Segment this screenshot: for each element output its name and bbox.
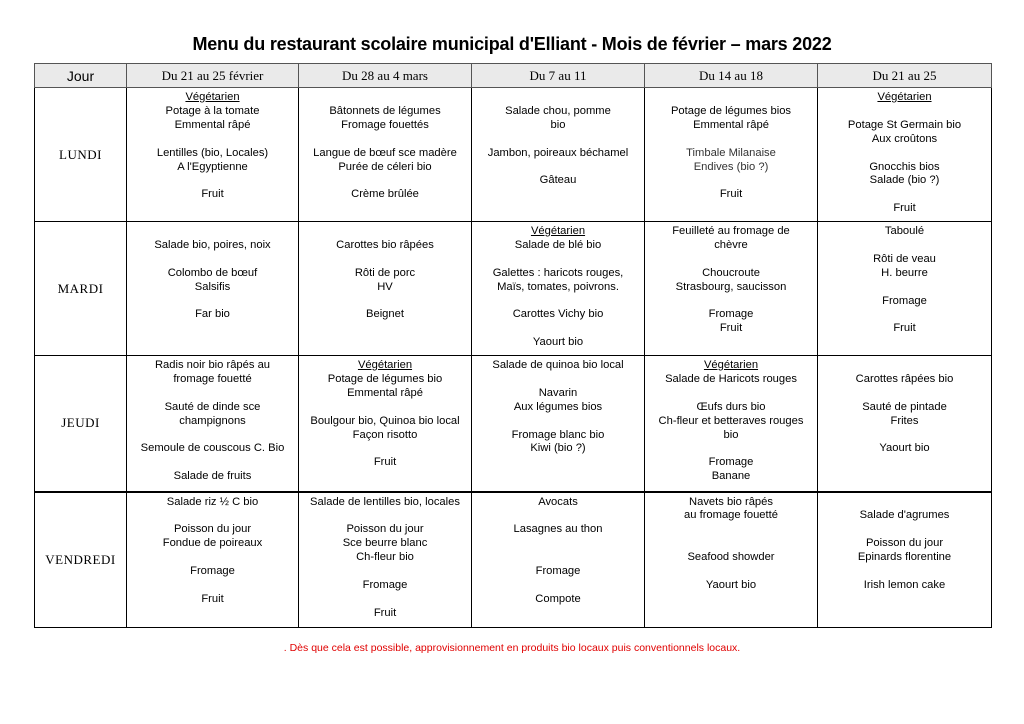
menu-item: Timbale Milanaise bbox=[686, 146, 776, 159]
menu-spacer bbox=[129, 429, 296, 443]
menu-item: Beignet bbox=[366, 308, 404, 321]
menu-item: Potage à la tomate bbox=[165, 104, 260, 117]
menu-cell bbox=[818, 222, 992, 356]
menu-item: Carottes râpées bio bbox=[855, 372, 954, 385]
menu-spacer bbox=[820, 239, 989, 253]
menu-spacer bbox=[129, 509, 296, 523]
menu-item: Banane bbox=[711, 470, 751, 483]
menu-item: Gâteau bbox=[539, 174, 577, 187]
menu-item: Poisson du jour bbox=[346, 523, 424, 536]
menu-item: Salade d'agrumes bbox=[859, 509, 950, 522]
menu-cell bbox=[299, 356, 472, 492]
menu-spacer bbox=[820, 147, 989, 161]
header-week-5: Du 21 au 25 bbox=[818, 64, 992, 88]
menu-item: Lasagnes au thon bbox=[513, 523, 603, 536]
menu-item: Fruit bbox=[201, 592, 224, 605]
menu-cell bbox=[818, 356, 992, 492]
menu-spacer bbox=[474, 537, 642, 551]
menu-item: Choucroute bbox=[702, 266, 760, 279]
menu-spacer bbox=[647, 565, 815, 579]
menu-spacer bbox=[301, 295, 469, 309]
menu-spacer bbox=[474, 579, 642, 593]
row-lundi bbox=[35, 88, 992, 222]
menu-spacer bbox=[474, 161, 642, 175]
menu-item: Poisson du jour bbox=[865, 537, 944, 550]
menu-cell bbox=[299, 88, 472, 222]
menu-item: Fondue de poireaux bbox=[162, 537, 263, 550]
vegetarian-label: Végétarien bbox=[530, 225, 586, 237]
menu-item: Crème brûlée bbox=[351, 188, 419, 201]
menu-spacer bbox=[647, 537, 815, 551]
menu-spacer bbox=[820, 105, 989, 119]
day-label-lundi: LUNDI bbox=[35, 88, 127, 222]
menu-spacer bbox=[647, 442, 815, 456]
menu-spacer bbox=[129, 579, 296, 593]
menu-spacer bbox=[301, 442, 469, 456]
menu-item: Fromage blanc bio bbox=[511, 428, 605, 441]
menu-cell bbox=[818, 88, 992, 222]
menu-item: Carottes bio râpées bbox=[336, 238, 434, 251]
menu-spacer bbox=[820, 565, 989, 579]
menu-item: Salade bio, poires, noix bbox=[154, 238, 271, 251]
menu-spacer bbox=[474, 91, 642, 105]
menu-item: Façon risotto bbox=[352, 428, 418, 441]
menu-spacer bbox=[474, 415, 642, 429]
day-label-mardi: MARDI bbox=[35, 222, 127, 356]
menu-spacer bbox=[647, 133, 815, 147]
menu-spacer bbox=[474, 551, 642, 565]
menu-spacer bbox=[129, 225, 296, 239]
menu-item: bio bbox=[550, 118, 566, 131]
menu-cell bbox=[645, 492, 818, 628]
menu-spacer bbox=[647, 174, 815, 188]
menu-cell bbox=[472, 356, 645, 492]
menu-item: Aux croûtons bbox=[871, 132, 938, 145]
menu-item: Purée de céleri bio bbox=[338, 160, 432, 173]
menu-cell bbox=[127, 356, 299, 492]
footnote: . Dès que cela est possible, approvisionnement en produits bio locaux puis conventionnels locaux. bbox=[283, 642, 741, 654]
menu-item: A l'Egyptienne bbox=[177, 160, 248, 173]
menu-item: Emmental râpé bbox=[174, 118, 251, 131]
menu-item: au fromage fouetté bbox=[684, 509, 778, 522]
menu-spacer bbox=[820, 188, 989, 202]
menu-item: Fruit bbox=[719, 322, 743, 335]
menu-item: Fromage bbox=[882, 294, 927, 307]
menu-item: chèvre bbox=[714, 238, 748, 251]
menu-item: champignons bbox=[179, 414, 246, 427]
menu-item: H. beurre bbox=[881, 266, 928, 279]
menu-item: bio bbox=[723, 428, 739, 441]
menu-item: Yaourt bio bbox=[879, 442, 930, 455]
menu-spacer bbox=[129, 387, 296, 401]
menu-item: Salade de Haricots rouges bbox=[665, 372, 797, 385]
day-label-vendredi: VENDREDI bbox=[35, 492, 127, 628]
row-mardi bbox=[35, 222, 992, 356]
menu-item: Carottes Vichy bio bbox=[512, 308, 604, 321]
menu-spacer bbox=[474, 133, 642, 147]
menu-item: Fromage bbox=[708, 456, 754, 469]
menu-item: Far bio bbox=[195, 308, 230, 321]
menu-spacer bbox=[820, 359, 989, 373]
menu-item: Seafood showder bbox=[687, 551, 775, 564]
menu-spacer bbox=[129, 295, 296, 309]
menu-item: Colombo de bœuf bbox=[167, 266, 258, 279]
vegetarian-label: Végétarien bbox=[185, 91, 240, 103]
row-jeudi bbox=[35, 356, 992, 492]
menu-item: Aux légumes bios bbox=[513, 400, 603, 413]
menu-spacer bbox=[474, 253, 642, 267]
menu-item: Salade de fruits bbox=[173, 470, 252, 483]
menu-item: Salade riz ½ C bio bbox=[166, 495, 259, 508]
menu-spacer bbox=[820, 429, 989, 443]
menu-table bbox=[34, 63, 992, 628]
menu-cell bbox=[472, 492, 645, 628]
menu-spacer bbox=[647, 387, 815, 401]
menu-spacer bbox=[474, 322, 642, 336]
menu-item: Bâtonnets de légumes bbox=[329, 104, 441, 117]
menu-cell bbox=[299, 492, 472, 628]
menu-item: Navarin bbox=[538, 386, 578, 399]
menu-item: Fruit bbox=[201, 188, 224, 201]
menu-cell bbox=[127, 222, 299, 356]
menu-spacer bbox=[820, 523, 989, 537]
menu-item: Salade (bio ?) bbox=[869, 174, 940, 187]
menu-item: Salade de lentilles bio, locales bbox=[310, 495, 460, 508]
menu-spacer bbox=[301, 509, 469, 523]
menu-item: Endives (bio ?) bbox=[693, 160, 769, 173]
menu-item: HV bbox=[377, 280, 393, 293]
menu-spacer bbox=[474, 295, 642, 309]
menu-item: Fruit bbox=[893, 202, 916, 215]
menu-item: Emmental râpé bbox=[347, 386, 423, 399]
menu-item: Avocats bbox=[538, 495, 578, 508]
menu-item: Epinards florentine bbox=[857, 551, 952, 564]
menu-item: Ch-fleur bio bbox=[356, 551, 414, 564]
menu-spacer bbox=[129, 551, 296, 565]
menu-item: Irish lemon cake bbox=[863, 578, 946, 591]
menu-item: Yaourt bio bbox=[532, 336, 584, 349]
menu-spacer bbox=[301, 565, 469, 579]
menu-cell bbox=[645, 88, 818, 222]
menu-item: Galettes : haricots rouges, bbox=[492, 266, 624, 279]
menu-spacer bbox=[301, 253, 469, 267]
vegetarian-label: Végétarien bbox=[357, 359, 413, 371]
header-week-3: Du 7 au 11 bbox=[472, 64, 645, 88]
menu-item: Potage St Germain bio bbox=[847, 118, 962, 131]
menu-item: Sauté de pintade bbox=[862, 400, 947, 413]
menu-spacer bbox=[820, 387, 989, 401]
menu-spacer bbox=[820, 496, 989, 510]
menu-cell bbox=[472, 88, 645, 222]
menu-item: Potage de légumes bios bbox=[670, 104, 792, 117]
menu-item: fromage fouetté bbox=[173, 372, 252, 385]
menu-item: Navets bio râpés bbox=[689, 495, 773, 508]
menu-item: Jambon, poireaux béchamel bbox=[487, 146, 629, 159]
menu-cell bbox=[818, 492, 992, 628]
menu-item: Boulgour bio, Quinoa bio local bbox=[310, 414, 460, 427]
menu-spacer bbox=[474, 373, 642, 387]
menu-item: Emmental râpé bbox=[693, 118, 769, 131]
menu-item: Radis noir bio râpés au bbox=[154, 359, 271, 371]
menu-cell bbox=[299, 222, 472, 356]
menu-spacer bbox=[301, 91, 469, 105]
menu-spacer bbox=[129, 253, 296, 267]
menu-item: Maïs, tomates, poivrons. bbox=[497, 280, 619, 293]
menu-item: Sce beurre blanc bbox=[342, 537, 428, 550]
menu-spacer bbox=[301, 401, 469, 415]
header-week-2: Du 28 au 4 mars bbox=[299, 64, 472, 88]
menu-spacer bbox=[301, 225, 469, 239]
menu-item: Ch-fleur et betteraves rouges bbox=[658, 414, 804, 427]
row-vendredi bbox=[35, 492, 992, 628]
menu-item: Strasbourg, saucisson bbox=[675, 280, 787, 293]
menu-item: Œufs durs bio bbox=[696, 400, 766, 413]
menu-spacer bbox=[820, 281, 989, 295]
menu-item: Taboulé bbox=[884, 225, 925, 237]
menu-item: Fruit bbox=[893, 322, 916, 335]
header-row bbox=[35, 64, 992, 88]
menu-cell bbox=[127, 88, 299, 222]
menu-spacer bbox=[301, 593, 469, 607]
menu-item: Salade de quinoa bio local bbox=[492, 359, 624, 371]
menu-item: Yaourt bio bbox=[705, 578, 757, 591]
menu-item: Lentilles (bio, Locales) bbox=[156, 146, 269, 159]
menu-cell bbox=[472, 222, 645, 356]
menu-item: Potage de légumes bio bbox=[327, 372, 443, 385]
menu-item: Frites bbox=[890, 414, 919, 427]
menu-item: Semoule de couscous C. Bio bbox=[140, 442, 285, 455]
menu-item: Fromage bbox=[535, 564, 581, 577]
page-title: Menu du restaurant scolaire municipal d'Elliant - Mois de février – mars 2022 bbox=[192, 34, 832, 54]
menu-cell bbox=[127, 492, 299, 628]
menu-spacer bbox=[129, 456, 296, 470]
menu-item: Salsifis bbox=[194, 280, 231, 293]
menu-spacer bbox=[820, 308, 989, 322]
menu-item: Fruit bbox=[373, 456, 397, 469]
menu-item: Poisson du jour bbox=[173, 523, 252, 536]
vegetarian-label: Végétarien bbox=[703, 359, 759, 371]
menu-spacer bbox=[474, 509, 642, 523]
menu-item: Fruit bbox=[373, 606, 397, 619]
menu-item: Kiwi (bio ?) bbox=[530, 442, 586, 455]
menu-spacer bbox=[647, 253, 815, 267]
menu-item: Salade chou, pomme bbox=[505, 104, 611, 117]
menu-item: Rôti de porc bbox=[354, 266, 416, 279]
header-week-1: Du 21 au 25 février bbox=[127, 64, 299, 88]
menu-spacer bbox=[647, 523, 815, 537]
header-jour: Jour bbox=[35, 64, 127, 88]
menu-item: Fruit bbox=[719, 188, 743, 201]
menu-cell bbox=[645, 222, 818, 356]
menu-item: Feuilleté au fromage de bbox=[672, 225, 790, 237]
menu-item: Fromage fouettés bbox=[341, 118, 429, 131]
menu-item: Compote bbox=[535, 592, 581, 605]
menu-spacer bbox=[129, 133, 296, 147]
menu-item: Sauté de dinde sce bbox=[164, 400, 261, 413]
menu-item: Fromage bbox=[708, 308, 754, 321]
vegetarian-label: Végétarien bbox=[877, 91, 932, 103]
menu-spacer bbox=[647, 295, 815, 309]
menu-item: Gnocchis bios bbox=[869, 160, 940, 173]
menu-item: Rôti de veau bbox=[873, 252, 936, 265]
menu-spacer bbox=[129, 174, 296, 188]
menu-item: Salade de blé bio bbox=[514, 238, 602, 251]
header-week-4: Du 14 au 18 bbox=[645, 64, 818, 88]
menu-cell bbox=[645, 356, 818, 492]
menu-item: Fromage bbox=[362, 578, 408, 591]
menu-item: Langue de bœuf sce madère bbox=[313, 146, 457, 159]
day-label-jeudi: JEUDI bbox=[35, 356, 127, 492]
menu-item: Fromage bbox=[190, 565, 235, 577]
menu-spacer bbox=[647, 91, 815, 105]
menu-spacer bbox=[301, 133, 469, 147]
menu-spacer bbox=[301, 174, 469, 188]
